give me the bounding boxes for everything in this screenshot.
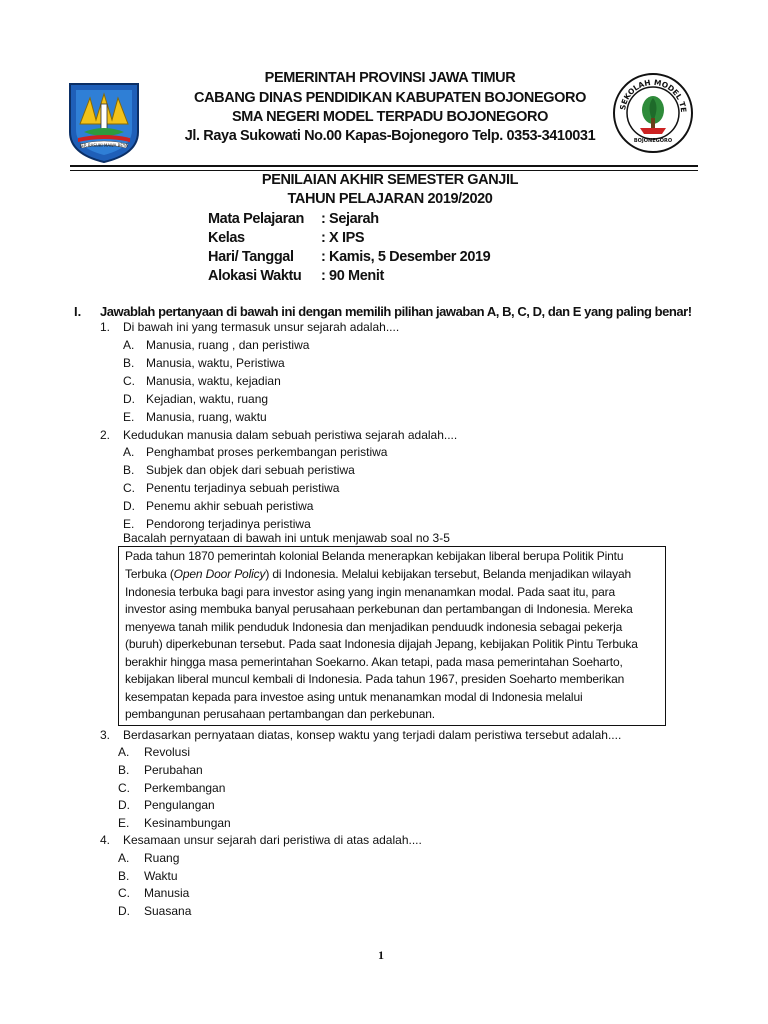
option-letter: D. xyxy=(118,904,130,918)
option-text: Manusia, waktu, kejadian xyxy=(146,374,281,388)
option-text: Manusia, waktu, Peristiwa xyxy=(146,356,285,370)
option-letter: C. xyxy=(123,481,135,495)
question-number: 2. xyxy=(100,428,111,442)
section-instruction: Jawablah pertanyaan di bawah ini dengan memilih pilihan jawaban A, B, C, D, dan E yang paling benar! xyxy=(100,304,692,319)
option-text: Waktu xyxy=(144,869,178,883)
option-text: Suasana xyxy=(144,904,192,918)
option-letter: A. xyxy=(123,445,135,459)
option-letter: C. xyxy=(118,781,130,795)
passage-line: Pada tahun 1870 pemerintah kolonial Belanda menerapkan kebijakan liberal berupa Politik Pintu xyxy=(125,549,624,563)
option-letter: A. xyxy=(118,745,130,759)
letterhead-school: SMA NEGERI MODEL TERPADU BOJONEGORO xyxy=(231,109,549,125)
option-text: Penentu terjadinya sebuah peristiwa xyxy=(146,481,340,495)
passage-line: kebijakan liberal muncul kembali di Indonesia. Pada tahun 1967, presiden Soeharto memberikan xyxy=(125,672,625,686)
school-emblem-logo xyxy=(612,72,694,154)
question-number: 3. xyxy=(100,728,111,742)
passage-text: Terbuka ( xyxy=(125,567,174,581)
option-text: Perkembangan xyxy=(144,781,226,795)
page-number: 1 xyxy=(378,948,384,962)
option-letter: B. xyxy=(123,463,135,477)
passage-line: menyewa tanah milik penduduk Indonesia dan menjadikan penduudk indonesia sebagai pekerja xyxy=(125,620,623,634)
passage-line: pembangunan perusahaan pertambangan dan perkebunan. xyxy=(125,707,435,721)
meta-label: Kelas xyxy=(208,230,245,246)
option-text: Perubahan xyxy=(144,763,203,777)
exam-academic-year: TAHUN PELAJARAN 2019/2020 xyxy=(287,191,493,207)
option-letter: E. xyxy=(123,517,135,531)
passage-line: berakhir hingga masa pemerintahan Soekarno. Akan tetapi, pada masa pemerintahan Soeharto, xyxy=(125,655,623,669)
passage-term-italic: Open Door Policy xyxy=(173,567,266,581)
option-text: Kesinambungan xyxy=(144,816,231,830)
option-text: Kejadian, waktu, ruang xyxy=(146,392,269,406)
option-text: Manusia, ruang , dan peristiwa xyxy=(146,338,310,352)
meta-label: Alokasi Waktu xyxy=(208,268,302,284)
option-letter: A. xyxy=(118,851,130,865)
letterhead-divider-thick xyxy=(70,165,698,167)
letterhead-address: Jl. Raya Sukowati No.00 Kapas-Bojonegoro Telp. 0353-3410031 xyxy=(184,128,596,144)
meta-label: Mata Pelajaran xyxy=(208,211,304,227)
jawa-timur-crest-logo xyxy=(66,80,142,164)
option-letter: B. xyxy=(123,356,135,370)
reading-passage-box xyxy=(118,546,666,726)
question-number: 1. xyxy=(100,320,111,334)
meta-value: : X IPS xyxy=(321,230,365,246)
option-text: Penghambat proses perkembangan peristiwa xyxy=(146,445,388,459)
option-letter: E. xyxy=(123,410,135,424)
passage-line: Indonesia terbuka bagi para investor asing yang ingin menanamkan modal. Pada saat itu, para xyxy=(125,585,616,599)
question-number: 4. xyxy=(100,833,111,847)
emblem-ring-text: SEKOLAH MODEL TE xyxy=(618,77,689,113)
option-text: Manusia, ruang, waktu xyxy=(146,410,267,424)
option-text: Revolusi xyxy=(144,745,191,759)
letterhead-agency: CABANG DINAS PENDIDIKAN KABUPATEN BOJONEGORO xyxy=(194,90,586,106)
option-letter: C. xyxy=(123,374,135,388)
passage-line: investor asing membuka banyal perusahaan perkebunan dan pertambangan di Indonesia. Mereka xyxy=(125,602,633,616)
question-text: Berdasarkan pernyataan diatas, konsep waktu yang terjadi dalam peristiwa tersebut adalah.... xyxy=(123,728,622,742)
question-text: Kesamaan unsur sejarah dari peristiwa di atas adalah.... xyxy=(123,833,422,847)
option-text: Manusia xyxy=(144,886,190,900)
meta-value: : Kamis, 5 Desember 2019 xyxy=(321,249,491,265)
question-text: Di bawah ini yang termasuk unsur sejarah adalah.... xyxy=(123,320,400,334)
option-letter: E. xyxy=(118,816,130,830)
letterhead-government: PEMERINTAH PROVINSI JAWA TIMUR xyxy=(264,70,516,86)
letterhead-divider-thin xyxy=(70,170,698,171)
exam-title: PENILAIAN AKHIR SEMESTER GANJIL xyxy=(261,172,519,188)
section-number: I. xyxy=(74,304,82,319)
option-letter: D. xyxy=(123,392,135,406)
meta-value: : 90 Menit xyxy=(321,268,384,284)
passage-text: ) di Indonesia. Melalui kebijakan tersebut, Belanda menjadikan wilayah xyxy=(265,567,632,581)
emblem-bottom-text: BOJONEGORO xyxy=(633,138,673,144)
crest-motto: JER BASUKI MAWA BEYA xyxy=(80,143,128,148)
reading-instruction: Bacalah pernyataan di bawah ini untuk menjawab soal no 3-5 xyxy=(123,531,450,545)
option-text: Subjek dan objek dari sebuah peristiwa xyxy=(146,463,355,477)
option-letter: D. xyxy=(123,499,135,513)
meta-value: : Sejarah xyxy=(321,211,379,227)
passage-line: kesempatan kepada para investoe asing untuk menanamkan modal di Indonesia melalui xyxy=(125,690,583,704)
option-text: Ruang xyxy=(144,851,180,865)
meta-label: Hari/ Tanggal xyxy=(208,249,294,265)
option-letter: C. xyxy=(118,886,130,900)
passage-line: (buruh) diperkebunan tersebut. Pada saat Indonesia dijajah Jepang, kebijakan Politik Pintu Terbuka xyxy=(125,637,638,651)
option-letter: A. xyxy=(123,338,135,352)
option-letter: B. xyxy=(118,763,130,777)
question-text: Kedudukan manusia dalam sebuah peristiwa sejarah adalah.... xyxy=(123,428,458,442)
option-letter: D. xyxy=(118,798,130,812)
option-letter: B. xyxy=(118,869,130,883)
option-text: Penemu akhir sebuah peristiwa xyxy=(146,499,314,513)
option-text: Pengulangan xyxy=(144,798,215,812)
option-text: Pendorong terjadinya peristiwa xyxy=(146,517,311,531)
passage-line xyxy=(125,567,631,581)
